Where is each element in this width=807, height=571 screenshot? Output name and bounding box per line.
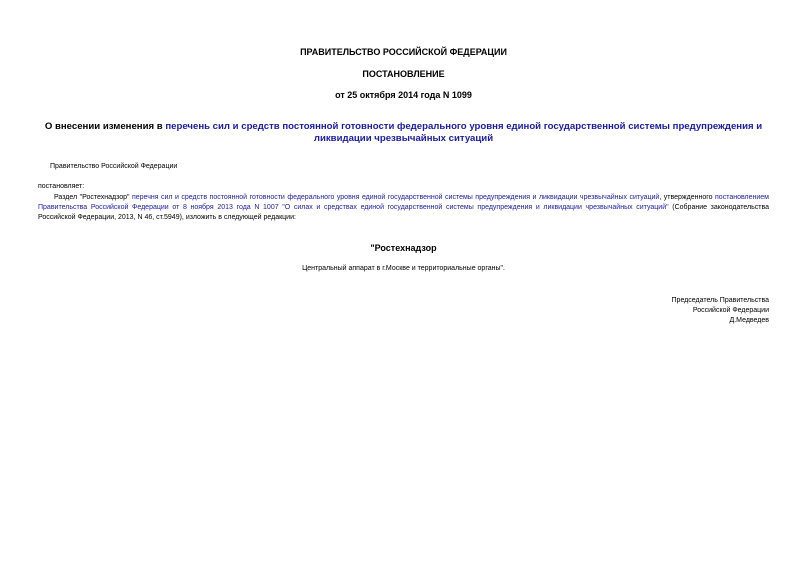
signature-name: Д.Медведев [729, 317, 769, 324]
resolves-text: постановляет: [38, 183, 85, 190]
document-heading [38, 121, 769, 145]
signature-position: Председатель Правительства [671, 297, 769, 304]
government-title: ПРАВИТЕЛЬСТВО РОССИЙСКОЙ ФЕДЕРАЦИИ [300, 47, 507, 57]
document-type: ПОСТАНОВЛЕНИЕ [362, 69, 445, 79]
body-paragraph [38, 193, 769, 223]
document-date: от 25 октября 2014 года N 1099 [335, 90, 472, 100]
body-part-3: (Собрание законодательства Российской Федерации, 2013, N 46, ст.5949), изложить в следующей редакции: [38, 204, 769, 221]
heading-link[interactable]: перечень сил и средств постоянной готовности федерального уровня единой государственной системы предупреждения и ликвидации чрезвычайных ситуаций [165, 121, 763, 144]
heading-prefix: О внесении изменения в [44, 121, 166, 132]
signature-organization: Российской Федерации [692, 307, 769, 314]
body-part-1: Раздел "Ростехнадзор" [54, 194, 132, 201]
section-title: "Ростехнадзор [370, 243, 437, 253]
issuer-text: Правительство Российской Федерации [50, 163, 178, 170]
body-part-2: , утвержденного [659, 194, 716, 201]
body-link-list[interactable]: перечня сил и средств постоянной готовности федерального уровня единой государственной системы предупреждения и ликвидации чрезвычайных ситуаций [131, 194, 660, 201]
body-link-resolution[interactable]: постановлением Правительства Российской Федерации от 8 ноября 2013 года N 1007 "О силах и средствах единой государственной системы предупреждения и ликвидации чрезвычайных ситуаций" [38, 194, 769, 211]
section-text: Центральный аппарат в г.Москве и территориальные органы". [302, 265, 505, 272]
